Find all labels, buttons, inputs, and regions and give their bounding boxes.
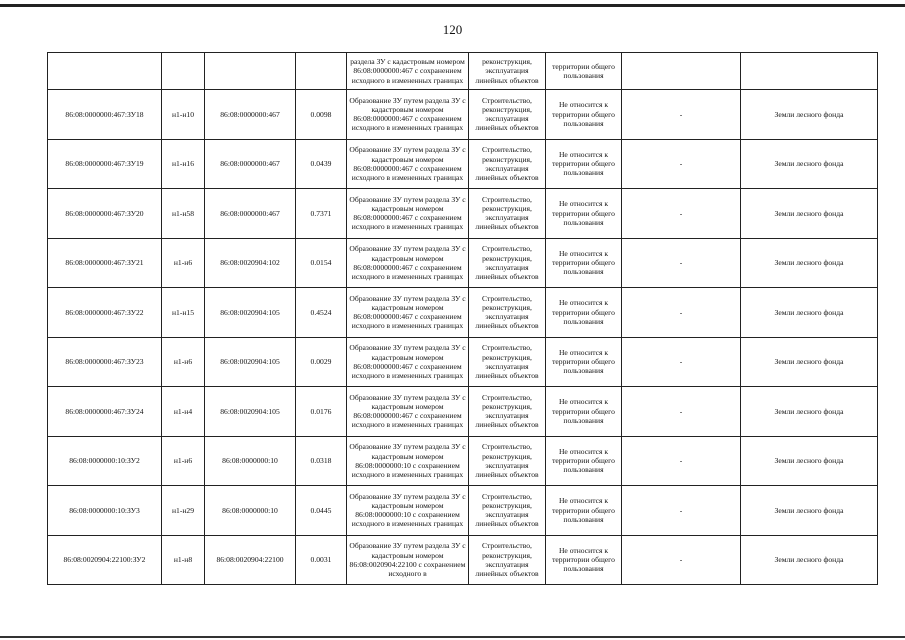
- source-parcel-cell: 86:08:0020904:105: [205, 337, 296, 387]
- encumbrance-cell: -: [622, 189, 741, 239]
- table-row: [48, 535, 878, 585]
- area-cell: 0.0445: [296, 486, 347, 536]
- cadastral-number-cell: [48, 53, 162, 90]
- cadastral-number-cell: 86:08:0000000:467:ЗУ22: [48, 288, 162, 338]
- boundary-points-cell: н1-н29: [162, 486, 205, 536]
- boundary-points-cell: н1-н16: [162, 139, 205, 189]
- territory-status-cell: Не относится к территории общего пользования: [546, 90, 622, 140]
- encumbrance-cell: -: [622, 436, 741, 486]
- land-category-cell: Земли лесного фонда: [741, 288, 878, 338]
- cadastral-number-cell: 86:08:0000000:467:ЗУ24: [48, 387, 162, 437]
- area-cell: 0.0029: [296, 337, 347, 387]
- cadastral-number-cell: 86:08:0000000:467:ЗУ20: [48, 189, 162, 239]
- cadastral-number-cell: 86:08:0000000:467:ЗУ21: [48, 238, 162, 288]
- boundary-points-cell: н1-н8: [162, 535, 205, 585]
- cadastral-number-cell: 86:08:0000000:467:ЗУ23: [48, 337, 162, 387]
- land-category-cell: [741, 53, 878, 90]
- cadastral-number-cell: 86:08:0000000:10:ЗУ3: [48, 486, 162, 536]
- table-row: [48, 337, 878, 387]
- formation-method-cell: Образование ЗУ путем раздела ЗУ с кадастровым номером 86:08:0000000:467 с сохранением исходного в измененных границах: [347, 90, 469, 140]
- permitted-use-cell: Строительство, реконструкция, эксплуатация линейных объектов: [469, 139, 546, 189]
- area-cell: 0.7371: [296, 189, 347, 239]
- table-row: [48, 288, 878, 338]
- page-number: 120: [442, 22, 463, 37]
- permitted-use-cell: реконструкция, эксплуатация линейных объектов: [469, 53, 546, 90]
- top-rule: [0, 4, 905, 7]
- boundary-points-cell: н1-н6: [162, 337, 205, 387]
- encumbrance-cell: -: [622, 387, 741, 437]
- permitted-use-cell: Строительство, реконструкция, эксплуатация линейных объектов: [469, 337, 546, 387]
- area-cell: 0.0154: [296, 238, 347, 288]
- encumbrance-cell: -: [622, 288, 741, 338]
- territory-status-cell: Не относится к территории общего пользования: [546, 337, 622, 387]
- territory-status-cell: Не относится к территории общего пользования: [546, 436, 622, 486]
- table-row: [48, 387, 878, 437]
- territory-status-cell: Не относится к территории общего пользования: [546, 238, 622, 288]
- area-cell: 0.0098: [296, 90, 347, 140]
- table-row: [48, 90, 878, 140]
- permitted-use-cell: Строительство, реконструкция, эксплуатация линейных объектов: [469, 387, 546, 437]
- territory-status-cell: Не относится к территории общего пользования: [546, 288, 622, 338]
- source-parcel-cell: 86:08:0000000:10: [205, 436, 296, 486]
- boundary-points-cell: н1-н10: [162, 90, 205, 140]
- cadastral-number-cell: 86:08:0000000:10:ЗУ2: [48, 436, 162, 486]
- permitted-use-cell: Строительство, реконструкция, эксплуатация линейных объектов: [469, 90, 546, 140]
- boundary-points-cell: [162, 53, 205, 90]
- land-category-cell: Земли лесного фонда: [741, 139, 878, 189]
- source-parcel-cell: 86:08:0000000:467: [205, 139, 296, 189]
- source-parcel-cell: 86:08:0020904:22100: [205, 535, 296, 585]
- permitted-use-cell: Строительство, реконструкция, эксплуатация линейных объектов: [469, 238, 546, 288]
- table-body: [48, 53, 878, 585]
- table-row: [48, 189, 878, 239]
- area-cell: 0.0439: [296, 139, 347, 189]
- table-row: [48, 53, 878, 90]
- territory-status-cell: территории общего пользования: [546, 53, 622, 90]
- area-cell: 0.0176: [296, 387, 347, 437]
- formation-method-cell: Образование ЗУ путем раздела ЗУ с кадастровым номером 86:08:0000000:10 с сохранением исходного в измененных границах: [347, 436, 469, 486]
- permitted-use-cell: Строительство, реконструкция, эксплуатация линейных объектов: [469, 535, 546, 585]
- land-category-cell: Земли лесного фонда: [741, 337, 878, 387]
- cadastral-number-cell: 86:08:0000000:467:ЗУ19: [48, 139, 162, 189]
- area-cell: [296, 53, 347, 90]
- permitted-use-cell: Строительство, реконструкция, эксплуатация линейных объектов: [469, 486, 546, 536]
- boundary-points-cell: н1-н6: [162, 436, 205, 486]
- boundary-points-cell: н1-н4: [162, 387, 205, 437]
- cadastral-number-cell: 86:08:0020904:22100:ЗУ2: [48, 535, 162, 585]
- encumbrance-cell: -: [622, 535, 741, 585]
- encumbrance-cell: -: [622, 486, 741, 536]
- land-category-cell: Земли лесного фонда: [741, 387, 878, 437]
- cadastral-number-cell: 86:08:0000000:467:ЗУ18: [48, 90, 162, 140]
- boundary-points-cell: н1-н15: [162, 288, 205, 338]
- territory-status-cell: Не относится к территории общего пользования: [546, 535, 622, 585]
- land-category-cell: Земли лесного фонда: [741, 90, 878, 140]
- permitted-use-cell: Строительство, реконструкция, эксплуатация линейных объектов: [469, 189, 546, 239]
- land-category-cell: Земли лесного фонда: [741, 436, 878, 486]
- formation-method-cell: Образование ЗУ путем раздела ЗУ с кадастровым номером 86:08:0020904:22100 с сохранением исходного в: [347, 535, 469, 585]
- encumbrance-cell: -: [622, 238, 741, 288]
- area-cell: 0.4524: [296, 288, 347, 338]
- table-row: [48, 238, 878, 288]
- source-parcel-cell: [205, 53, 296, 90]
- table-row: [48, 139, 878, 189]
- encumbrance-cell: -: [622, 337, 741, 387]
- encumbrance-cell: -: [622, 90, 741, 140]
- encumbrance-cell: -: [622, 139, 741, 189]
- formation-method-cell: Образование ЗУ путем раздела ЗУ с кадастровым номером 86:08:0000000:467 с сохранением исходного в измененных границах: [347, 387, 469, 437]
- area-cell: 0.0031: [296, 535, 347, 585]
- source-parcel-cell: 86:08:0000000:467: [205, 189, 296, 239]
- land-category-cell: Земли лесного фонда: [741, 486, 878, 536]
- land-category-cell: Земли лесного фонда: [741, 535, 878, 585]
- territory-status-cell: Не относится к территории общего пользования: [546, 387, 622, 437]
- permitted-use-cell: Строительство, реконструкция, эксплуатация линейных объектов: [469, 288, 546, 338]
- formation-method-cell: Образование ЗУ путем раздела ЗУ с кадастровым номером 86:08:0000000:467 с сохранением исходного в измененных границах: [347, 238, 469, 288]
- area-cell: 0.0318: [296, 436, 347, 486]
- land-category-cell: Земли лесного фонда: [741, 189, 878, 239]
- territory-status-cell: Не относится к территории общего пользования: [546, 189, 622, 239]
- bottom-rule: [0, 636, 905, 638]
- table-row: [48, 436, 878, 486]
- territory-status-cell: Не относится к территории общего пользования: [546, 486, 622, 536]
- boundary-points-cell: н1-н6: [162, 238, 205, 288]
- source-parcel-cell: 86:08:0020904:102: [205, 238, 296, 288]
- land-category-cell: Земли лесного фонда: [741, 238, 878, 288]
- source-parcel-cell: 86:08:0020904:105: [205, 387, 296, 437]
- formation-method-cell: Образование ЗУ путем раздела ЗУ с кадастровым номером 86:08:0000000:10 с сохранением исходного в измененных границах: [347, 486, 469, 536]
- permitted-use-cell: Строительство, реконструкция, эксплуатация линейных объектов: [469, 436, 546, 486]
- source-parcel-cell: 86:08:0020904:105: [205, 288, 296, 338]
- territory-status-cell: Не относится к территории общего пользования: [546, 139, 622, 189]
- source-parcel-cell: 86:08:0000000:467: [205, 90, 296, 140]
- formation-method-cell: Образование ЗУ путем раздела ЗУ с кадастровым номером 86:08:0000000:467 с сохранением исходного в измененных границах: [347, 139, 469, 189]
- encumbrance-cell: [622, 53, 741, 90]
- source-parcel-cell: 86:08:0000000:10: [205, 486, 296, 536]
- formation-method-cell: Образование ЗУ путем раздела ЗУ с кадастровым номером 86:08:0000000:467 с сохранением исходного в измененных границах: [347, 288, 469, 338]
- boundary-points-cell: н1-н58: [162, 189, 205, 239]
- formation-method-cell: Образование ЗУ путем раздела ЗУ с кадастровым номером 86:08:0000000:467 с сохранением исходного в измененных границах: [347, 189, 469, 239]
- land-parcels-table: [47, 52, 878, 585]
- formation-method-cell: Образование ЗУ путем раздела ЗУ с кадастровым номером 86:08:0000000:467 с сохранением исходного в измененных границах: [347, 337, 469, 387]
- table-row: [48, 486, 878, 536]
- formation-method-cell: раздела ЗУ с кадастровым номером 86:08:0000000:467 с сохранением исходного в измененных границах: [347, 53, 469, 90]
